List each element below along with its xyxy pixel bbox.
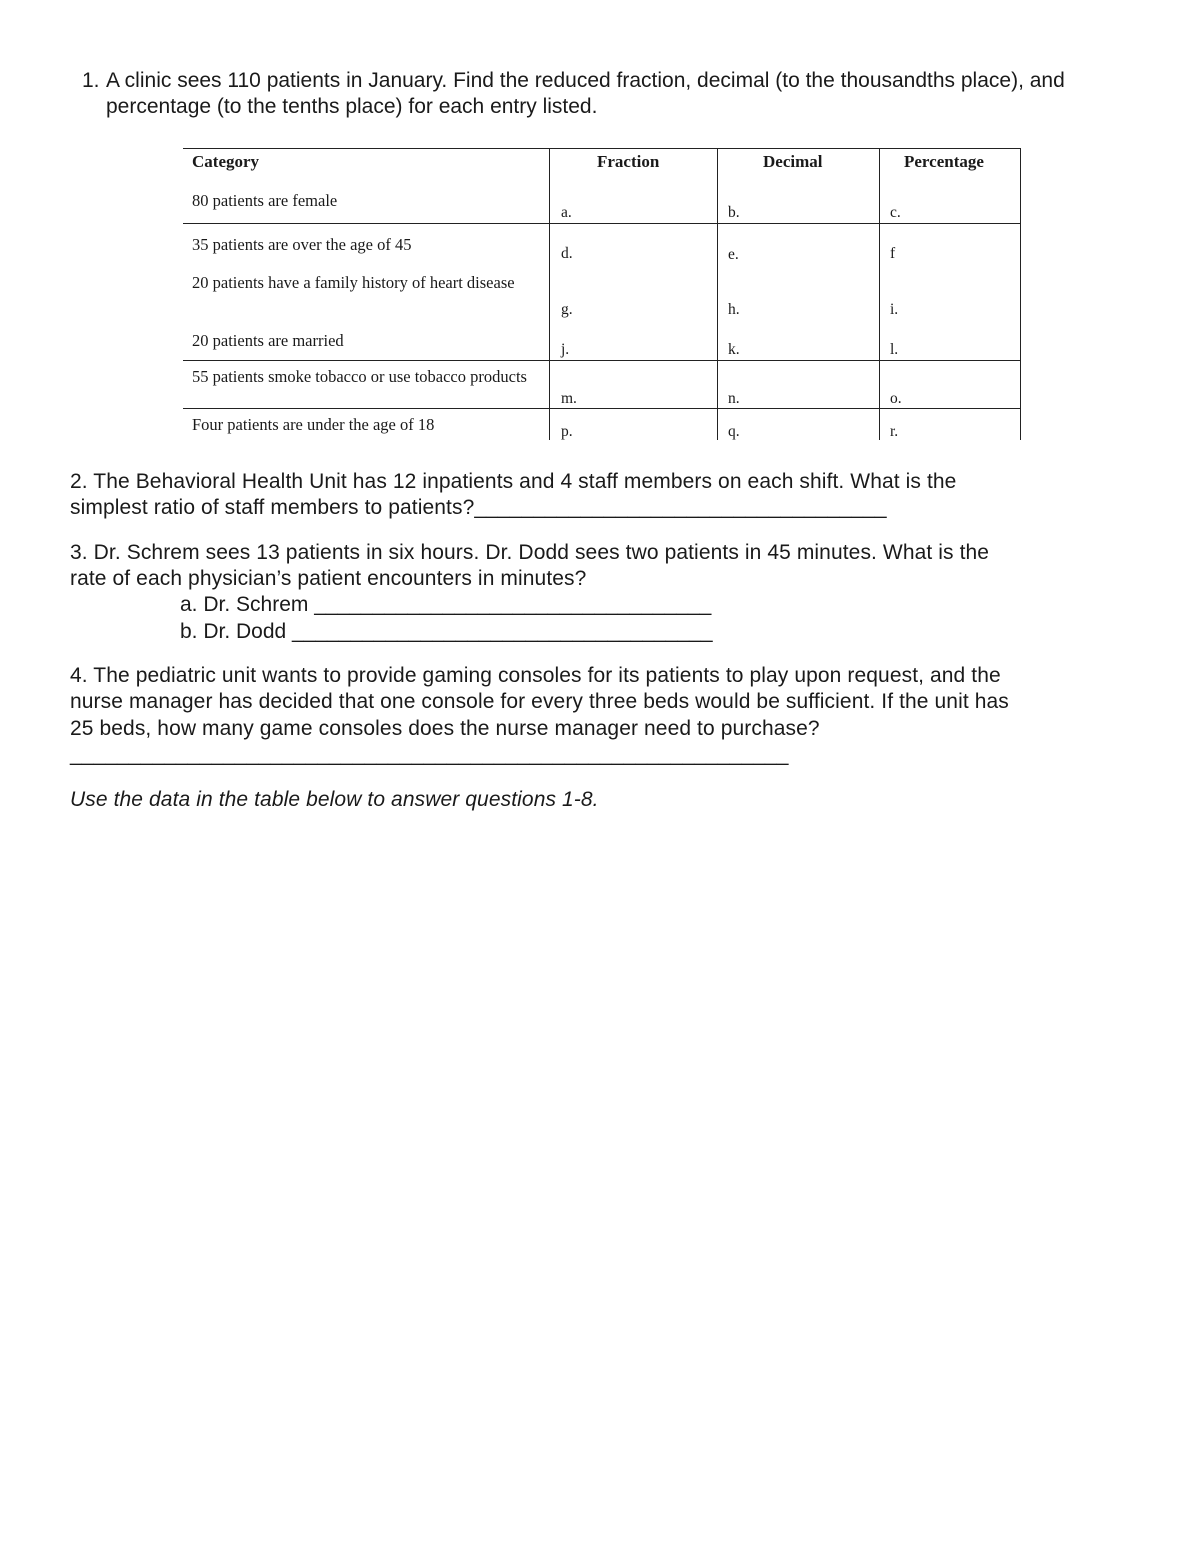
answer-label: j. xyxy=(561,341,570,358)
answer-label: a. xyxy=(561,204,572,221)
answer-label: e. xyxy=(728,246,739,263)
question-3b: b. Dr. Dodd ____________________________________ xyxy=(180,620,713,643)
patient-data-table xyxy=(183,148,1021,440)
header-category: Category xyxy=(192,152,260,171)
table-rule xyxy=(183,408,1021,409)
table-rule xyxy=(183,223,1021,224)
answer-label: q. xyxy=(728,423,740,440)
table-row-category: Four patients are under the age of 18 xyxy=(192,415,435,434)
answer-label: n. xyxy=(728,390,740,407)
question-3a: a. Dr. Schrem __________________________________ xyxy=(180,593,712,616)
answer-label: f xyxy=(890,245,896,262)
table-rule xyxy=(879,148,880,440)
question-3-line: rate of each physician’s patient encounters in minutes? xyxy=(70,567,587,590)
table-row-category: 20 patients have a family history of heart disease xyxy=(192,273,515,292)
answer-label: l. xyxy=(890,341,899,358)
table-row-category: 55 patients smoke tobacco or use tobacco products xyxy=(192,367,527,386)
answer-label: r. xyxy=(890,423,899,440)
answer-label: p. xyxy=(561,423,573,440)
question-2-line: simplest ratio of staff members to patients?___________________________________ xyxy=(70,496,887,519)
question-4-answer-blank: _____________________________________________________________ xyxy=(70,743,789,766)
question-3-line: 3. Dr. Schrem sees 13 patients in six hours. Dr. Dodd sees two patients in 45 minutes. What is the xyxy=(70,541,990,564)
answer-label: m. xyxy=(561,390,577,407)
table-rule xyxy=(183,148,1021,149)
answer-label: i. xyxy=(890,301,899,318)
answer-label: d. xyxy=(561,245,573,262)
question-1-text: A clinic sees 110 patients in January. Find the reduced fraction, decimal (to the thousandths place), and percentage (to the tenths place) for each entry listed. xyxy=(106,69,1065,118)
table-rule xyxy=(549,148,550,440)
answer-label: k. xyxy=(728,341,740,358)
question-4-line: 25 beds, how many game consoles does the nurse manager need to purchase? xyxy=(70,717,820,740)
answer-label: b. xyxy=(728,204,740,221)
question-1-number: 1. xyxy=(82,69,100,92)
answer-label: o. xyxy=(890,390,902,407)
question-2-line: 2. The Behavioral Health Unit has 12 inpatients and 4 staff members on each shift. What is the xyxy=(70,470,957,493)
header-percentage: Percentage xyxy=(904,152,984,171)
instruction-note: Use the data in the table below to answer questions 1-8. xyxy=(70,788,599,811)
table-row-category: 35 patients are over the age of 45 xyxy=(192,235,412,254)
answer-label: g. xyxy=(561,301,573,318)
table-row-category: 20 patients are married xyxy=(192,331,344,350)
question-4-line: nurse manager has decided that one console for every three beds would be sufficient. If the unit has xyxy=(70,690,1009,713)
header-decimal: Decimal xyxy=(763,152,823,171)
table-rule xyxy=(1020,148,1021,223)
table-rule xyxy=(183,360,1021,361)
answer-label: h. xyxy=(728,301,740,318)
header-fraction: Fraction xyxy=(597,152,660,171)
table-row-category: 80 patients are female xyxy=(192,191,338,210)
table-rule xyxy=(1020,223,1021,440)
answer-label: c. xyxy=(890,204,901,221)
table-rule xyxy=(717,148,718,440)
question-4-line: 4. The pediatric unit wants to provide gaming consoles for its patients to play upon request, and the xyxy=(70,664,1001,687)
